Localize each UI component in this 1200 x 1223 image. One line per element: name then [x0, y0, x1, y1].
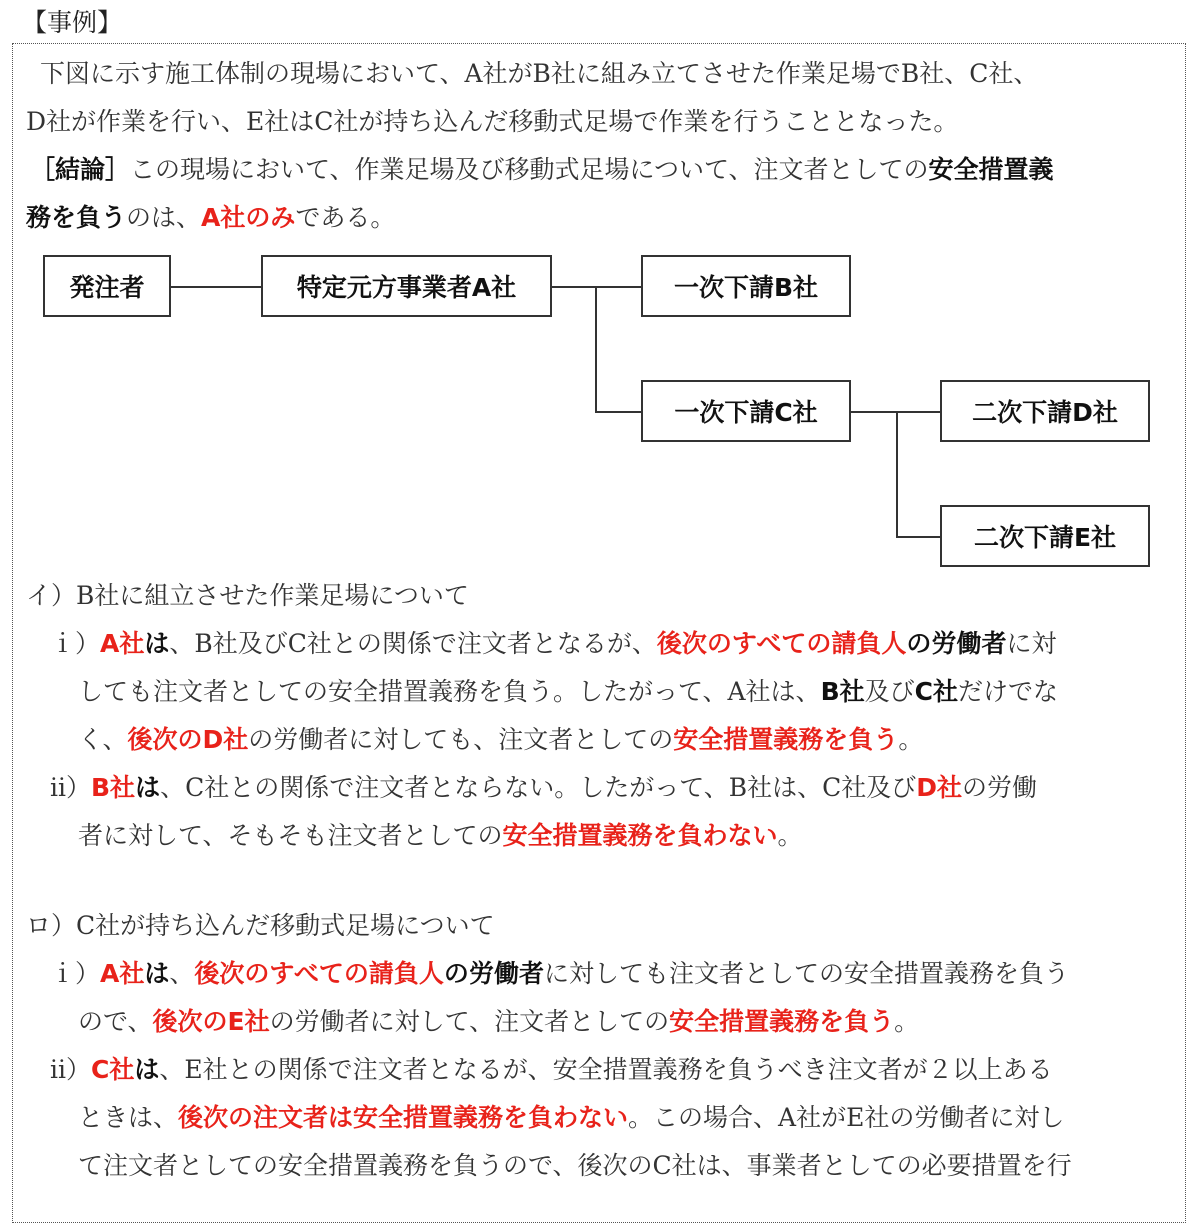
page-title: 【事例】 — [22, 8, 123, 37]
node-subcontractor-d: 二次下請D社 — [940, 380, 1150, 442]
node-prime-contractor: 特定元方事業者A社 — [261, 255, 552, 317]
node-subcontractor-e: 二次下請E社 — [940, 505, 1150, 567]
section-ro-item1-line1: ｉ）A社は、後次のすべての請負人の労働者に対しても注文者としての安全措置義務を負う — [50, 959, 1069, 988]
section-ro-heading: ロ）C社が持ち込んだ移動式足場について — [26, 911, 495, 940]
conclusion-answer: A社のみ — [201, 203, 296, 232]
conclusion-label: ［結論］ — [30, 155, 131, 184]
section-i-item1-line2: しても注文者としての安全措置義務を負う。したがって、A社は、B社及びC社だけでな — [78, 677, 1059, 706]
section-i-item2-line1: ⅱ）B社は、C社との関係で注文者とならない。したがって、B社は、C社及びD社の労働 — [50, 773, 1037, 802]
node-orderer: 発注者 — [43, 255, 171, 317]
connector-orderer-prime — [171, 286, 261, 288]
node-subcontractor-b: 一次下請B社 — [641, 255, 851, 317]
section-ro-item2-line3: て注文者としての安全措置義務を負うので、後次のC社は、事業者としての必要措置を行 — [78, 1151, 1072, 1180]
connector-prime-trunk — [595, 286, 597, 412]
section-i-heading: イ）B社に組立させた作業足場について — [26, 581, 469, 610]
section-ro-item2-line1: ⅱ）C社は、E社との関係で注文者となるが、安全措置義務を負うべき注文者が２以上ある — [50, 1055, 1053, 1084]
section-i-item1-line1: ｉ）A社は、B社及びC社との関係で注文者となるが、後次のすべての請負人の労働者に対 — [50, 629, 1057, 658]
connector-c-trunk — [896, 411, 898, 537]
section-i-item2-line2: 者に対して、そもそも注文者としての安全措置義務を負わない。 — [78, 821, 803, 850]
connector-c-e — [896, 536, 940, 538]
node-subcontractor-c: 一次下請C社 — [641, 380, 851, 442]
section-ro-item2-line2: ときは、後次の注文者は安全措置義務を負わない。この場合、A社がE社の労働者に対し — [78, 1103, 1065, 1132]
intro-line-4: 務を負うのは、A社のみである。 — [26, 203, 396, 232]
intro-line-3: ［結論］この現場において、作業足場及び移動式足場について、注文者としての安全措置義 — [30, 155, 1054, 184]
intro-line-1: 下図に示す施工体制の現場において、A社がB社に組み立てさせた作業足場でB社、C社、 — [40, 59, 1039, 88]
section-i-item1-line3: く、後次のD社の労働者に対しても、注文者としての安全措置義務を負う。 — [78, 725, 924, 754]
intro-line-2: D社が作業を行い、E社はC社が持ち込んだ移動式足場で作業を行うこととなった。 — [26, 107, 959, 136]
section-ro-item1-line2: ので、後次のE社の労働者に対して、注文者としての安全措置義務を負う。 — [78, 1007, 920, 1036]
connector-prime-c — [595, 411, 641, 413]
